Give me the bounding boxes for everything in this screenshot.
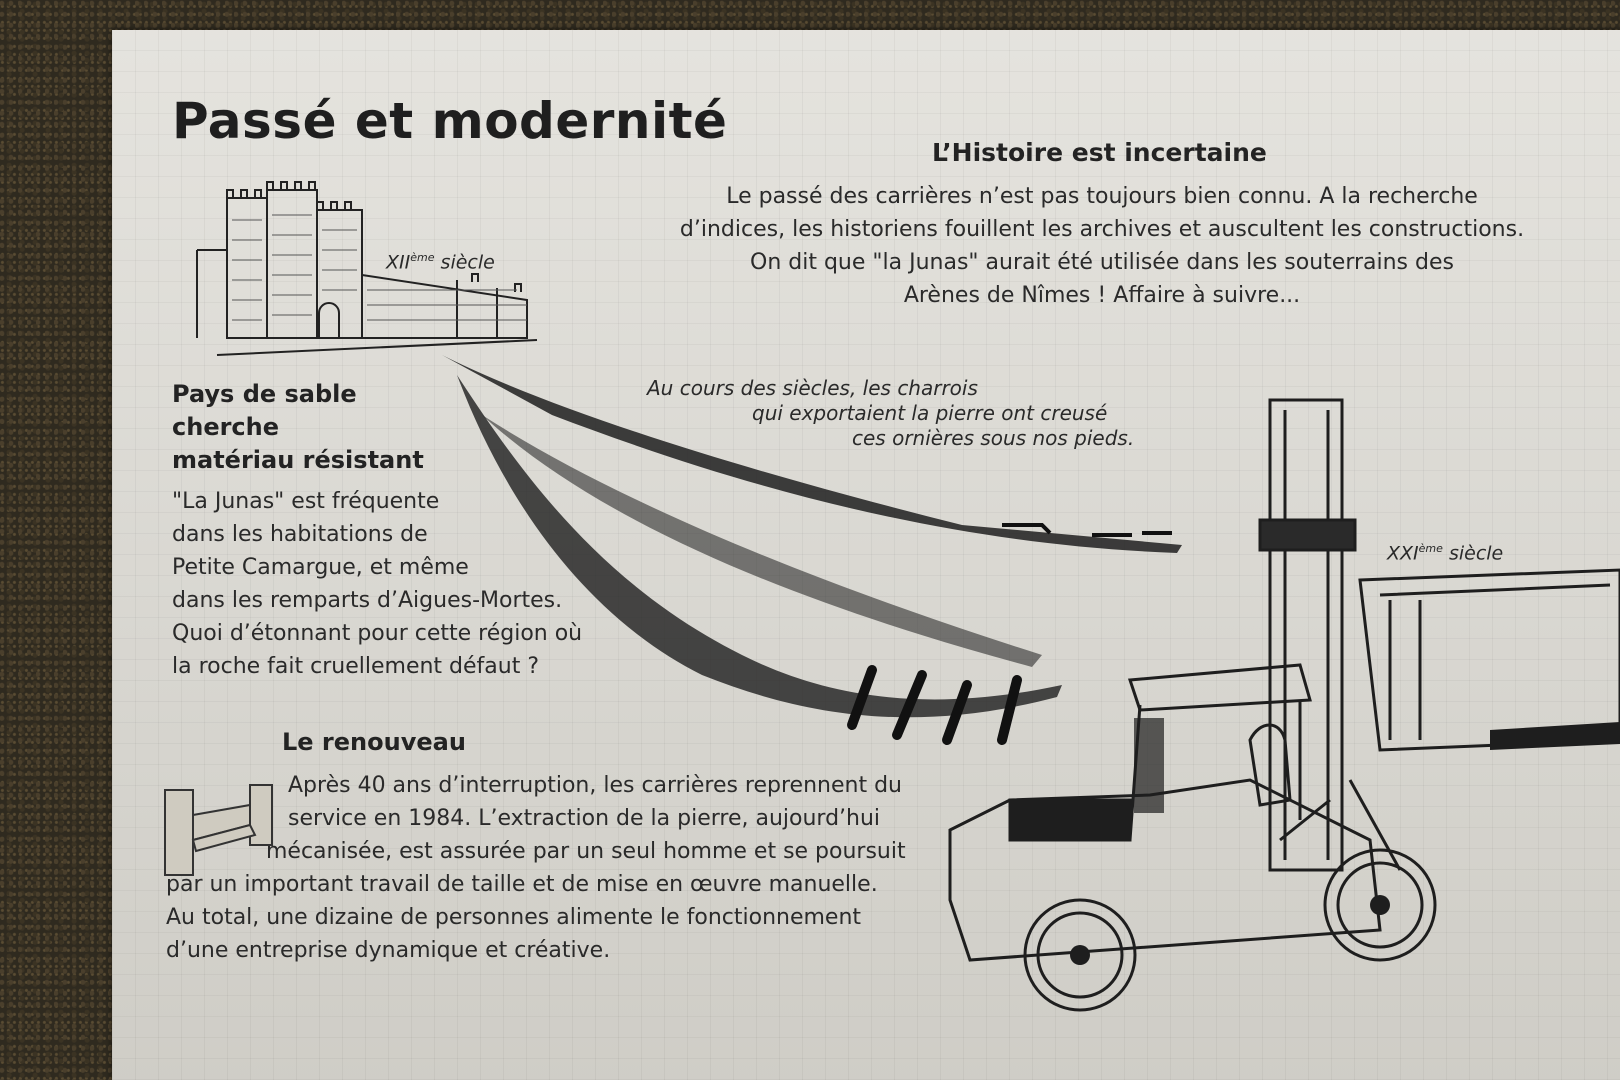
castle-caption [386, 245, 495, 275]
sand-line: la roche fait cruellement défaut ? [172, 654, 540, 679]
renewal-line: par un important travail de taille et de mise en œuvre manuelle. [166, 872, 878, 897]
sand-heading-line: cherche [172, 413, 280, 441]
sand-line: dans les habitations de [172, 522, 428, 547]
sand-heading [172, 378, 424, 477]
ruts-caption-line: Au cours des siècles, les charrois [647, 376, 978, 400]
history-line: Arènes de Nîmes ! Affaire à suivre... [903, 283, 1301, 308]
renewal-line: Au total, une dizaine de personnes alimente le fonctionnement [166, 905, 862, 930]
renewal-text [166, 769, 946, 967]
history-line: Le passé des carrières n’est pas toujours bien connu. A la recherche [726, 184, 1478, 209]
renewal-line: mécanisée, est assurée par un seul homme et se poursuit [266, 839, 906, 864]
forklift-caption [1387, 536, 1503, 566]
forklift-caption-rest: siècle [1442, 542, 1504, 565]
history-text [672, 180, 1532, 312]
forklift-caption-base: XXI [1387, 542, 1419, 565]
renewal-line: Après 40 ans d’interruption, les carrières reprennent du [288, 773, 902, 798]
renewal-line: d’une entreprise dynamique et créative. [166, 938, 611, 963]
renewal-line: service en 1984. L’extraction de la pierre, aujourd’hui [288, 806, 881, 831]
sand-heading-line: Pays de sable [172, 380, 357, 408]
castle-caption-base: XII [386, 251, 411, 274]
renewal-heading: Le renouveau [282, 728, 466, 756]
history-heading: L’Histoire est incertaine [932, 138, 1267, 167]
sand-heading-line: matériau résistant [172, 446, 424, 474]
castle-caption-rest: siècle [434, 251, 495, 274]
forklift-caption-sup: ème [1418, 542, 1443, 555]
ruts-caption-line: qui exportaient la pierre ont creusé [752, 401, 1108, 425]
info-sign [112, 30, 1620, 1080]
sand-line: dans les remparts d’Aigues-Mortes. [172, 588, 563, 613]
sand-line: Petite Camargue, et même [172, 555, 469, 580]
sand-line: "La Junas" est fréquente [172, 489, 440, 514]
history-line: On dit que "la Junas" aurait été utilisée dans les souterrains des [750, 250, 1454, 275]
sand-line: Quoi d’étonnant pour cette région où [172, 621, 583, 646]
forklift-illustration [950, 400, 1620, 1020]
sign-title: Passé et modernité [172, 92, 728, 150]
castle-caption-sup: ème [410, 251, 435, 264]
history-line: d’indices, les historiens fouillent les archives et auscultent les constructions. [679, 217, 1525, 242]
ruts-caption-line: ces ornières sous nos pieds. [852, 426, 1135, 450]
